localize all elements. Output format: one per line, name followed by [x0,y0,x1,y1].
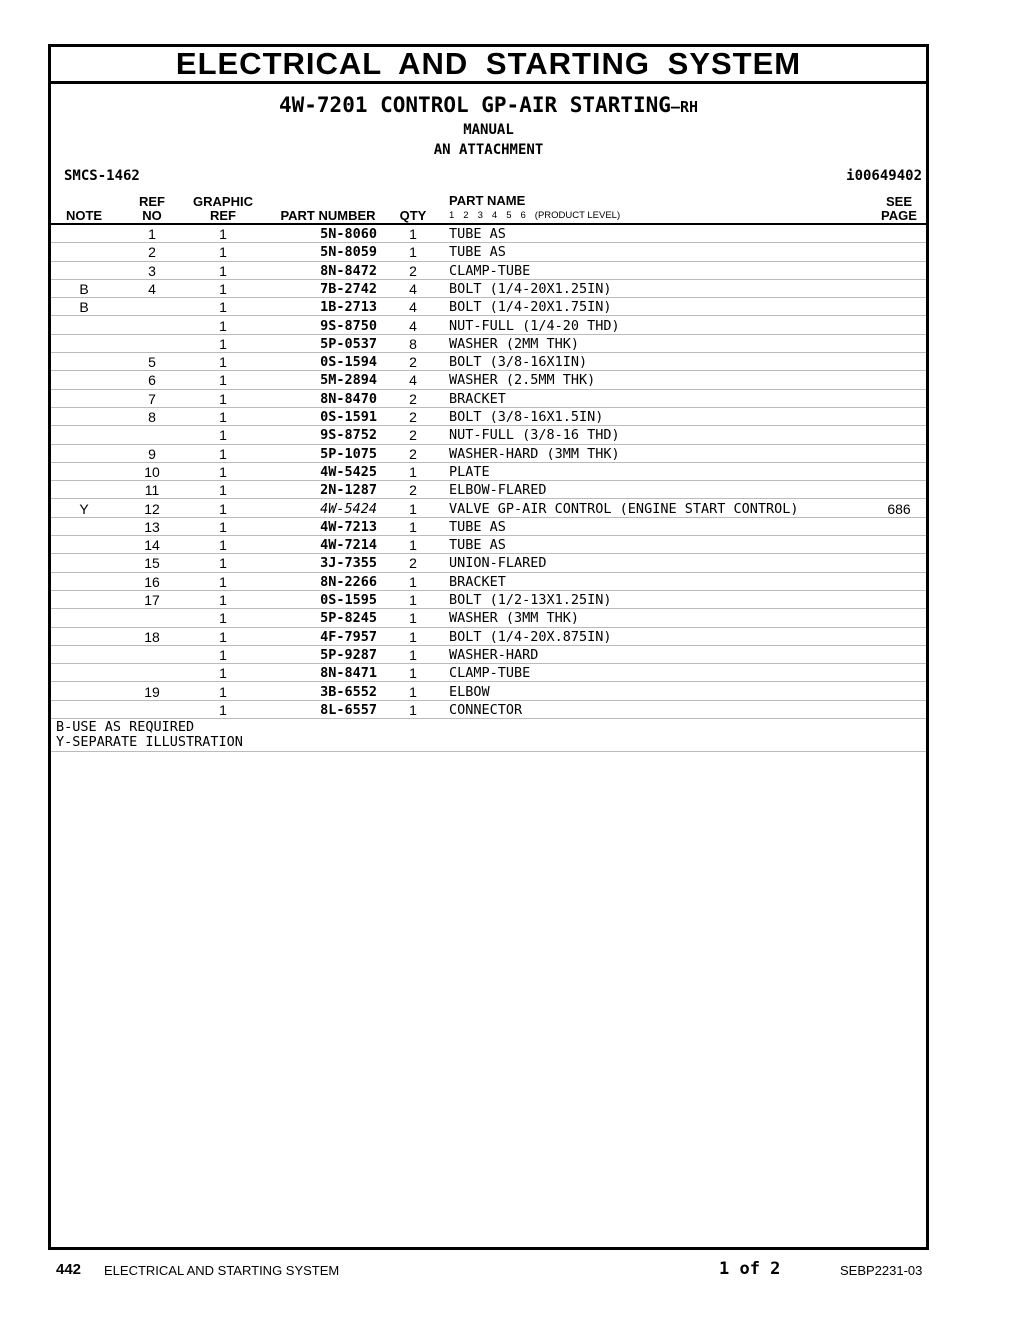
table-row [51,262,926,280]
table-row [51,500,926,518]
row-graphic-ref: 1 [219,354,227,371]
col-header-see-top: SEE [885,194,912,209]
note-y: Y-SEPARATE ILLUSTRATION [56,734,243,751]
level-4: 4 [491,210,498,221]
table-row [51,335,926,353]
row-part-number: 1B-2713 [320,299,377,316]
row-part-name: BOLT (3/8-16X1IN) [449,354,588,371]
row-qty: 2 [409,409,417,425]
row-part-name: TUBE AS [449,226,506,242]
row-ref-no: 1 [148,226,156,242]
row-part-name: BOLT (1/4-20X1.75IN) [449,299,612,316]
row-graphic-ref: 1 [219,463,227,480]
table-row [51,371,926,389]
row-ref-no: 6 [148,372,156,389]
row-graphic-ref: 1 [219,317,227,334]
table-row [51,573,926,591]
row-qty: 1 [409,665,417,682]
row-ref-no: 17 [144,592,160,608]
subtitle-manual: MANUAL [463,122,514,138]
row-qty: 4 [409,317,417,334]
levels-label: (PRODUCT LEVEL) [534,210,621,221]
row-part-name: BOLT (1/4-20X.875IN) [449,628,612,645]
row-graphic-ref: 1 [219,683,227,700]
group-title-suffix: –RH [670,98,699,116]
footer-section: ELECTRICAL AND STARTING SYSTEM [104,1263,340,1278]
row-part-number: 8L-6557 [320,701,377,718]
table-row [51,664,926,682]
row-part-number: 5N-8059 [320,244,377,261]
row-qty: 2 [409,390,417,407]
row-part-name: WASHER-HARD [449,646,539,663]
row-qty: 1 [409,610,417,627]
row-ref-no: 11 [144,482,160,499]
row-qty: 1 [409,573,417,590]
notes-block [56,720,243,750]
table-row [51,317,926,335]
row-note: B [79,280,89,297]
row-note: B [79,299,89,316]
row-part-number: 4W-5424 [320,500,377,517]
row-graphic-ref: 1 [219,244,227,261]
subtitle-attachment: AN ATTACHMENT [433,142,544,158]
row-qty: 1 [409,244,417,261]
row-part-number: 5N-8060 [320,226,377,242]
table-row [51,225,926,243]
row-ref-no: 19 [144,683,160,700]
row-ref-no: 10 [144,463,160,480]
col-header-graphic-ref [189,195,257,223]
row-part-number: 8N-8472 [320,262,377,279]
row-qty: 1 [409,628,417,645]
row-ref-no: 8 [148,409,156,425]
row-part-name: BRACKET [449,390,506,407]
row-ref-no: 16 [144,573,160,590]
row-part-number: 0S-1594 [320,354,377,371]
row-part-name: CLAMP-TUBE [449,665,531,682]
table-row [51,445,926,463]
row-part-name: WASHER (2MM THK) [449,335,580,352]
notes-rule [51,751,926,752]
col-header-graphic-bottom: REF [210,208,236,223]
group-title-text: 4W-7201 CONTROL GP-AIR STARTING [278,93,671,117]
row-ref-no: 3 [148,262,156,279]
row-part-name: BOLT (3/8-16X1.5IN) [449,409,604,425]
row-qty: 4 [409,280,417,297]
row-see-page: 686 [887,500,911,517]
row-graphic-ref: 1 [219,573,227,590]
row-qty: 2 [409,262,417,279]
row-part-number: 4W-7213 [320,518,377,535]
row-part-number: 7B-2742 [320,280,377,297]
row-part-name: PLATE [449,463,490,480]
table-row [51,683,926,701]
row-part-number: 3B-6552 [320,683,377,700]
row-graphic-ref: 1 [219,299,227,316]
row-qty: 8 [409,335,417,352]
row-note: Y [79,500,89,517]
row-qty: 2 [409,482,417,499]
row-ref-no: 5 [148,354,156,371]
footer-doc-id: SEBP2231-03 [840,1263,923,1278]
row-graphic-ref: 1 [219,592,227,608]
col-header-ref-no-top: REF [139,194,165,209]
row-part-name: TUBE AS [449,518,506,535]
row-graphic-ref: 1 [219,372,227,389]
table-row [51,628,926,646]
page-frame [48,44,929,1250]
row-part-number: 4W-5425 [320,463,377,480]
row-graphic-ref: 1 [219,610,227,627]
row-ref-no: 14 [144,537,160,554]
row-part-name: WASHER-HARD (3MM THK) [449,445,620,462]
row-ref-no: 9 [148,445,156,462]
table-row [51,554,926,572]
table-row [51,463,926,481]
row-part-number: 5P-9287 [320,646,377,663]
row-qty: 1 [409,683,417,700]
col-header-note: NOTE [65,208,103,223]
row-part-name: CLAMP-TUBE [449,262,531,279]
row-part-name: TUBE AS [449,537,506,554]
row-part-number: 0S-1591 [320,409,377,425]
row-graphic-ref: 1 [219,390,227,407]
table-row [51,591,926,609]
level-6: 6 [520,210,526,221]
row-part-number: 4W-7214 [320,537,377,554]
row-graphic-ref: 1 [219,482,227,499]
product-levels [449,210,629,221]
level-3: 3 [477,210,483,221]
table-row [51,298,926,316]
table-row [51,701,926,719]
col-header-part-number: PART NUMBER [280,208,376,223]
row-part-name: NUT-FULL (3/8-16 THD) [449,427,620,444]
row-graphic-ref: 1 [219,262,227,279]
row-part-name: BRACKET [449,573,506,590]
table-row [51,481,926,499]
row-part-name: WASHER (3MM THK) [449,610,580,627]
col-header-see-page [873,195,925,223]
row-graphic-ref: 1 [219,500,227,517]
table-row [51,536,926,554]
row-qty: 1 [409,500,417,517]
table-row [51,390,926,408]
row-ref-no: 2 [148,244,156,261]
row-qty: 2 [409,445,417,462]
col-header-graphic-top: GRAPHIC [193,194,253,209]
illustration-id: i00649402 [846,168,922,184]
row-part-name: BOLT (1/4-20X1.25IN) [449,280,612,297]
row-qty: 2 [409,354,417,371]
table-row [51,609,926,627]
row-part-name: UNION-FLARED [449,555,547,572]
row-qty: 1 [409,463,417,480]
table-row [51,408,926,426]
row-part-number: 5P-0537 [320,335,377,352]
row-part-number: 8N-8471 [320,665,377,682]
row-ref-no: 12 [144,500,160,517]
row-part-name: BOLT (1/2-13X1.25IN) [449,592,612,608]
level-5: 5 [506,210,512,221]
row-ref-no: 18 [144,628,160,645]
note-b: B-USE AS REQUIRED [56,719,195,736]
footer-page-number: 442 [56,1261,82,1278]
row-part-name: WASHER (2.5MM THK) [449,372,596,389]
row-qty: 4 [409,372,417,389]
row-part-name: NUT-FULL (1/4-20 THD) [449,317,620,334]
row-graphic-ref: 1 [219,665,227,682]
row-ref-no: 7 [148,390,156,407]
row-graphic-ref: 1 [219,701,227,718]
row-graphic-ref: 1 [219,628,227,645]
row-part-number: 3J-7355 [320,555,377,572]
table-row [51,353,926,371]
row-ref-no: 15 [144,555,160,572]
row-part-number: 5P-8245 [320,610,377,627]
row-part-number: 8N-2266 [320,573,377,590]
row-part-number: 9S-8752 [320,427,377,444]
row-part-name: CONNECTOR [449,701,523,718]
row-qty: 1 [409,701,417,718]
level-1: 1 [449,210,455,221]
row-part-name: TUBE AS [449,244,506,261]
row-part-name: ELBOW [449,683,490,700]
footer-page-of: 1 of 2 [719,1259,781,1279]
row-graphic-ref: 1 [219,335,227,352]
row-part-number: 0S-1595 [320,592,377,608]
row-graphic-ref: 1 [219,518,227,535]
level-2: 2 [463,210,469,221]
row-part-number: 5P-1075 [320,445,377,462]
row-graphic-ref: 1 [219,445,227,462]
row-graphic-ref: 1 [219,226,227,242]
table-row [51,243,926,261]
row-ref-no: 4 [148,280,156,297]
row-part-number: 5M-2894 [320,372,377,389]
table-row [51,426,926,444]
col-header-qty: QTY [399,208,427,223]
row-qty: 2 [409,427,417,444]
col-header-ref-no-bottom: NO [142,208,162,223]
row-qty: 1 [409,226,417,242]
row-graphic-ref: 1 [219,280,227,297]
row-ref-no: 13 [144,518,160,535]
row-part-number: 9S-8750 [320,317,377,334]
smcs-code: SMCS-1462 [64,168,140,184]
row-part-number: 4F-7957 [320,628,377,645]
row-qty: 4 [409,299,417,316]
row-qty: 1 [409,646,417,663]
table-row [51,518,926,536]
row-graphic-ref: 1 [219,537,227,554]
table-row [51,646,926,664]
row-graphic-ref: 1 [219,646,227,663]
col-header-see-bottom: PAGE [881,208,917,223]
row-graphic-ref: 1 [219,427,227,444]
row-part-number: 8N-8470 [320,390,377,407]
col-header-ref-no [136,195,168,223]
row-qty: 1 [409,537,417,554]
row-qty: 1 [409,592,417,608]
row-qty: 1 [409,518,417,535]
section-title-bar [51,47,926,84]
section-title: ELECTRICAL AND STARTING SYSTEM [175,46,802,81]
row-part-name: VALVE GP-AIR CONTROL (ENGINE START CONTROL) [449,500,799,517]
group-title [51,93,926,117]
table-row [51,280,926,298]
col-header-part-name: PART NAME [449,193,526,208]
row-graphic-ref: 1 [219,409,227,425]
row-qty: 2 [409,555,417,572]
row-graphic-ref: 1 [219,555,227,572]
row-part-name: ELBOW-FLARED [449,482,547,499]
row-part-number: 2N-1287 [320,482,377,499]
